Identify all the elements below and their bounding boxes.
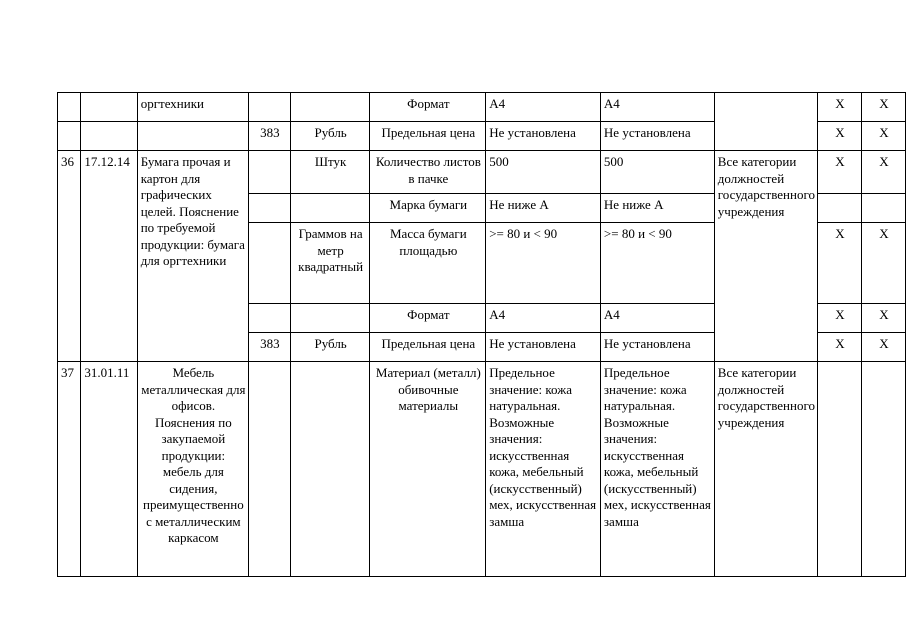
row-number-cell: 37: [58, 362, 81, 577]
value-cell: Предельное значение: кожа натуральная. Возможные значения: искусственная кожа, мебельный (искусственный) мех, искусственная замша: [486, 362, 601, 577]
x-mark-cell: Х: [861, 122, 905, 151]
okei-code-cell: [249, 194, 291, 223]
okei-code-cell: [249, 93, 291, 122]
okei-code-cell: [249, 362, 291, 577]
category-cell: Все категории должностей государственного учреждения: [714, 151, 817, 362]
unit-cell: [290, 93, 370, 122]
characteristic-cell: Формат: [370, 93, 486, 122]
value-cell: 500: [600, 151, 714, 194]
okpd-code-cell: [81, 122, 137, 151]
x-mark-cell: Х: [817, 223, 861, 304]
product-name-cell: [137, 122, 248, 151]
value-cell: >= 80 и < 90: [600, 223, 714, 304]
x-mark-cell: Х: [817, 304, 861, 333]
row-number-cell: 36: [58, 151, 81, 362]
x-mark-cell: [817, 194, 861, 223]
table-row: [58, 362, 906, 577]
x-mark-cell: Х: [817, 151, 861, 194]
value-cell: Не установлена: [486, 122, 601, 151]
product-name-cell: Бумага прочая и картон для графических целей. Пояснение по требуемой продукции: бумага для оргтехники: [137, 151, 248, 362]
x-mark-cell: Х: [817, 122, 861, 151]
x-mark-cell: [817, 362, 861, 577]
unit-cell: Рубль: [290, 333, 370, 362]
value-cell: Не установлена: [486, 333, 601, 362]
value-cell: Не установлена: [600, 333, 714, 362]
okei-code-cell: [249, 304, 291, 333]
category-cell: [714, 93, 817, 151]
x-mark-cell: Х: [861, 151, 905, 194]
product-name-cell: оргтехники: [137, 93, 248, 122]
x-mark-cell: Х: [817, 93, 861, 122]
value-cell: Не установлена: [600, 122, 714, 151]
unit-cell: [290, 362, 370, 577]
table-row: [58, 93, 906, 122]
unit-cell: Рубль: [290, 122, 370, 151]
characteristic-cell: Формат: [370, 304, 486, 333]
x-mark-cell: [861, 362, 905, 577]
okei-code-cell: 383: [249, 333, 291, 362]
row-number-cell: [58, 122, 81, 151]
value-cell: Предельное значение: кожа натуральная. Возможные значения: искусственная кожа, мебельный (искусственный) мех, искусственная замша: [600, 362, 714, 577]
okei-code-cell: 383: [249, 122, 291, 151]
x-mark-cell: Х: [861, 333, 905, 362]
characteristic-cell: Предельная цена: [370, 122, 486, 151]
characteristic-cell: Количество листов в пачке: [370, 151, 486, 194]
value-cell: Не ниже А: [486, 194, 601, 223]
okei-code-cell: [249, 151, 291, 194]
value-cell: А4: [486, 93, 601, 122]
okpd-code-cell: 31.01.11: [81, 362, 137, 577]
characteristic-cell: Предельная цена: [370, 333, 486, 362]
x-mark-cell: Х: [861, 93, 905, 122]
value-cell: >= 80 и < 90: [486, 223, 601, 304]
product-name-cell: Мебель металлическая для офисов. Пояснения по закупаемой продукции: мебель для сидения, преимущественно с металлическим каркасом: [137, 362, 248, 577]
x-mark-cell: Х: [861, 223, 905, 304]
x-mark-cell: [861, 194, 905, 223]
value-cell: 500: [486, 151, 601, 194]
okei-code-cell: [249, 223, 291, 304]
x-mark-cell: Х: [861, 304, 905, 333]
table-row: [58, 151, 906, 194]
value-cell: А4: [486, 304, 601, 333]
row-number-cell: [58, 93, 81, 122]
requirements-table: [57, 92, 906, 577]
value-cell: А4: [600, 93, 714, 122]
unit-cell: [290, 194, 370, 223]
characteristic-cell: Марка бумаги: [370, 194, 486, 223]
okpd-code-cell: [81, 93, 137, 122]
okpd-code-cell: 17.12.14: [81, 151, 137, 362]
unit-cell: Штук: [290, 151, 370, 194]
characteristic-cell: Материал (металл) обивочные материалы: [370, 362, 486, 577]
unit-cell: Граммов на метр квадратный: [290, 223, 370, 304]
value-cell: Не ниже А: [600, 194, 714, 223]
value-cell: А4: [600, 304, 714, 333]
category-cell: Все категории должностей государственного учреждения: [714, 362, 817, 577]
characteristic-cell: Масса бумаги площадью: [370, 223, 486, 304]
unit-cell: [290, 304, 370, 333]
x-mark-cell: Х: [817, 333, 861, 362]
